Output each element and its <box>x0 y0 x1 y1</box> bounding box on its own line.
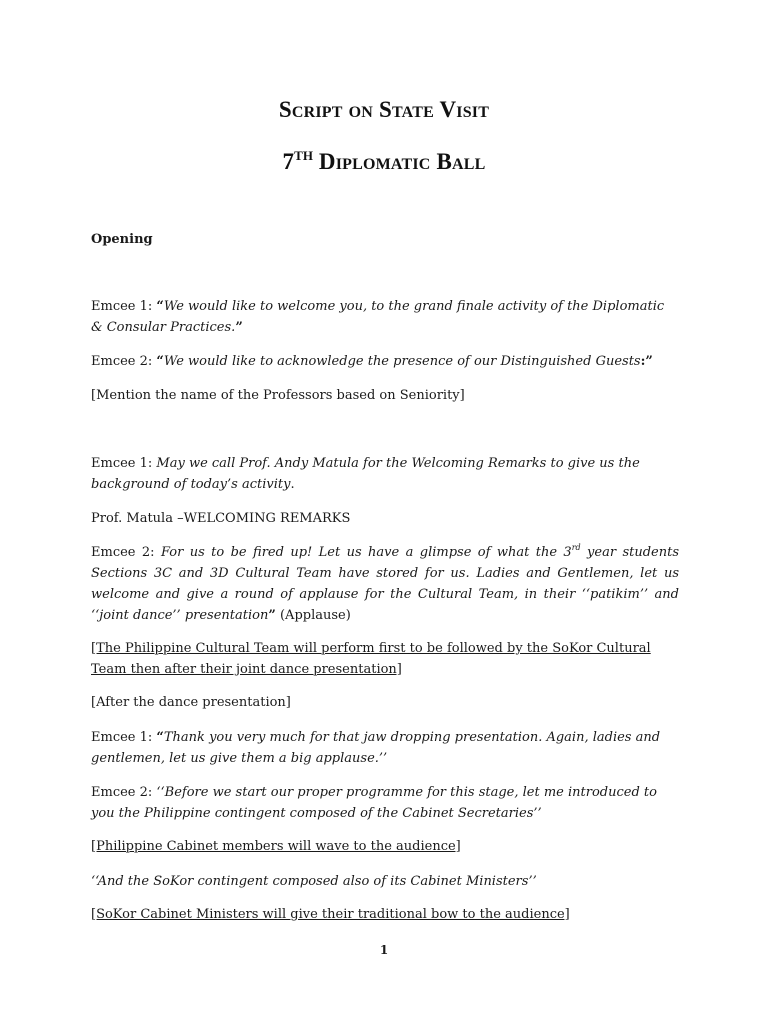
subtitle-number: 7 <box>282 149 295 174</box>
speaker-label: Emcee 1: <box>91 299 157 314</box>
document-subtitle <box>0 148 768 175</box>
instruction-philippine-cabinet-wave: [Philippine Cabinet members will wave to the audience] <box>91 839 461 854</box>
paragraph-emcee2-cultural-team <box>91 542 679 626</box>
welcoming-remarks-line: Prof. Matula –WELCOMING REMARKS <box>91 511 351 526</box>
instruction-sokor-ministers-bow: [SoKor Cabinet Ministers will give their traditional bow to the audience] <box>91 907 570 922</box>
instruction-mention-professors: [Mention the name of the Professors based on Seniority] <box>91 388 465 403</box>
close-quote: :” <box>640 354 653 369</box>
emcee-line: May we call Prof. Andy Matula for the Welcoming Remarks to give us the background of today’s activity <box>91 456 640 492</box>
open-quote: “ <box>156 299 164 314</box>
speaker-label: Emcee 1: <box>91 456 157 471</box>
paragraph-emcee1-call-matula <box>91 453 679 495</box>
open-quote: “ <box>156 730 164 745</box>
paragraph-emcee1-welcome <box>91 296 679 338</box>
emcee-line-b: year students Sections 3C and 3D Cultural Team have stored for us. Ladies and Gentlemen, let us welcome and give a round of applause for the Cultural Team, in their ‘‘patikim’’ and ‘‘joint dance’’ presentation <box>91 545 679 623</box>
speaker-label: Emcee 2: <box>91 545 161 560</box>
subtitle-text: Diplomatic Ball <box>318 149 486 174</box>
emcee-line: We would like to acknowledge the presence of our Distinguished Guests <box>163 354 641 369</box>
ordinal-superscript: rd <box>571 543 581 552</box>
paragraph-emcee1-thanks <box>91 727 679 769</box>
paragraph-emcee2-contingent <box>91 782 679 824</box>
emcee-line: Thank you very much for that jaw dropping presentation. Again, ladies and gentlemen, let us give them a big applause.’’ <box>91 730 661 766</box>
emcee-line-a: For us to be fired up! Let us have a glimpse of what the 3 <box>160 545 572 560</box>
emcee-line: ‘‘Before we start our proper programme for this stage, let me introduced to you the Philippine contingent composed of the Cabinet Secretaries’’ <box>91 785 657 821</box>
speaker-label: Emcee 2: <box>91 354 157 369</box>
open-quote: “ <box>156 354 164 369</box>
close-quote: ” <box>235 320 243 335</box>
title-line-1: Script on State Visit <box>278 97 490 122</box>
page-number: 1 <box>379 943 389 957</box>
instruction-cultural-team-order: [The Philippine Cultural Team will perform first to be followed by the SoKor Cultural Team then after their joint dance presentation] <box>91 641 651 677</box>
close-quote: ” <box>268 608 276 623</box>
paragraph-emcee2-acknowledge <box>91 351 679 372</box>
sokor-contingent-line: ‘‘And the SoKor contingent composed also of its Cabinet Ministers’’ <box>91 874 537 889</box>
subtitle-superscript: TH <box>294 148 313 163</box>
period: . <box>290 477 295 492</box>
emcee-line: We would like to welcome you, to the grand finale activity of the Diplomatic & Consular Practices. <box>91 299 665 335</box>
speaker-label: Emcee 1: <box>91 730 157 745</box>
opening-heading: Opening <box>91 232 153 247</box>
speaker-label: Emcee 2: <box>91 785 157 800</box>
applause-note: (Applause) <box>279 608 351 623</box>
document-title <box>0 97 768 123</box>
instruction-after-dance: [After the dance presentation] <box>91 695 291 710</box>
